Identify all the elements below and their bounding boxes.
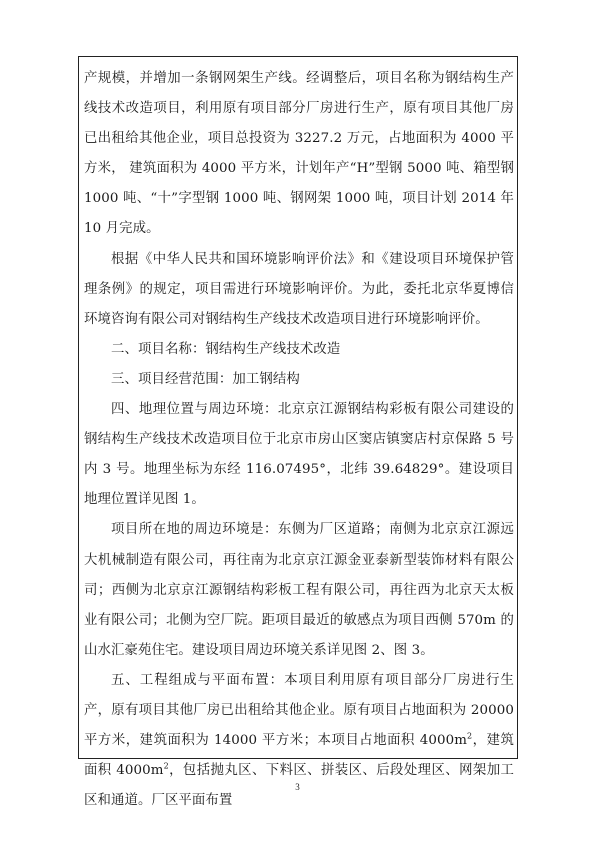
composition-text-1: 五、工程组成与平面布置：本项目利用原有项目部分厂房进行生产，原有项目其他厂房已出租给其他企业。原有项目占地面积为 20000 平方米，建筑面积为 14000 平方米；本项目占地面积 4000m: [84, 672, 514, 749]
document-body: [84, 64, 514, 816]
paragraph-project-name: 二、项目名称：钢结构生产线技术改造: [111, 341, 341, 357]
paragraph-location: 四、地理位置与周边环境：北京京江源钢结构彩板有限公司建设的钢结构生产线技术改造项目位于北京市房山区窦店镇窦店村京保路 5 号内 3 号。地理坐标为东经 116.07495°，北纬 39.64829°。建设项目地理位置详见图 1。: [84, 402, 514, 508]
composition-text-2: ，建筑面积 4000m: [84, 733, 514, 779]
paragraph-composition: [84, 666, 514, 816]
paragraph-legal-basis: 根据《中华人民共和国环境影响评价法》和《建设项目环境保护管理条例》的规定，项目需进行环境影响评价。为此，委托北京华夏博信环境咨询有限公司对钢结构生产线技术改造项目进行环境影响评价。: [84, 251, 514, 327]
paragraph-continuation: 产规模，并增加一条钢网架生产线。经调整后，项目名称为钢结构生产线技术改造项目，利用原有项目部分厂房进行生产，原有项目其他厂房已出租给其他企业，项目总投资为 3227.2 万元，占地面积为 4000 平方米， 建筑面积为 4000 平方米，计划年产“H”型钢 5000 吨、箱型钢 1000 吨、“十”字型钢 1000 吨、钢网架 1000 吨，项目计划 2014 年 10 月完成。: [84, 71, 514, 237]
paragraph-business-scope: 三、项目经营范围：加工钢结构: [111, 371, 300, 387]
superscript-2: 2: [163, 761, 169, 771]
page-number: 3: [295, 782, 300, 792]
composition-text-3: ，包括抛丸区、下料区、拼装区、后段处理区、网架加工区和通道。厂区平面布置: [84, 763, 514, 809]
superscript-2: 2: [467, 731, 473, 741]
paragraph-surroundings: 项目所在地的周边环境是：东侧为厂区道路；南侧为北京京江源远大机械制造有限公司，再往南为北京京江源金亚泰新型装饰材料有限公司；西侧为北京京江源钢结构彩板工程有限公司，再往西为北京天太板业有限公司；北侧为空厂院。距项目最近的敏感点为项目西侧 570m 的山水汇豪苑住宅。建设项目周边环境关系详见图 2、图 3。: [84, 522, 514, 658]
